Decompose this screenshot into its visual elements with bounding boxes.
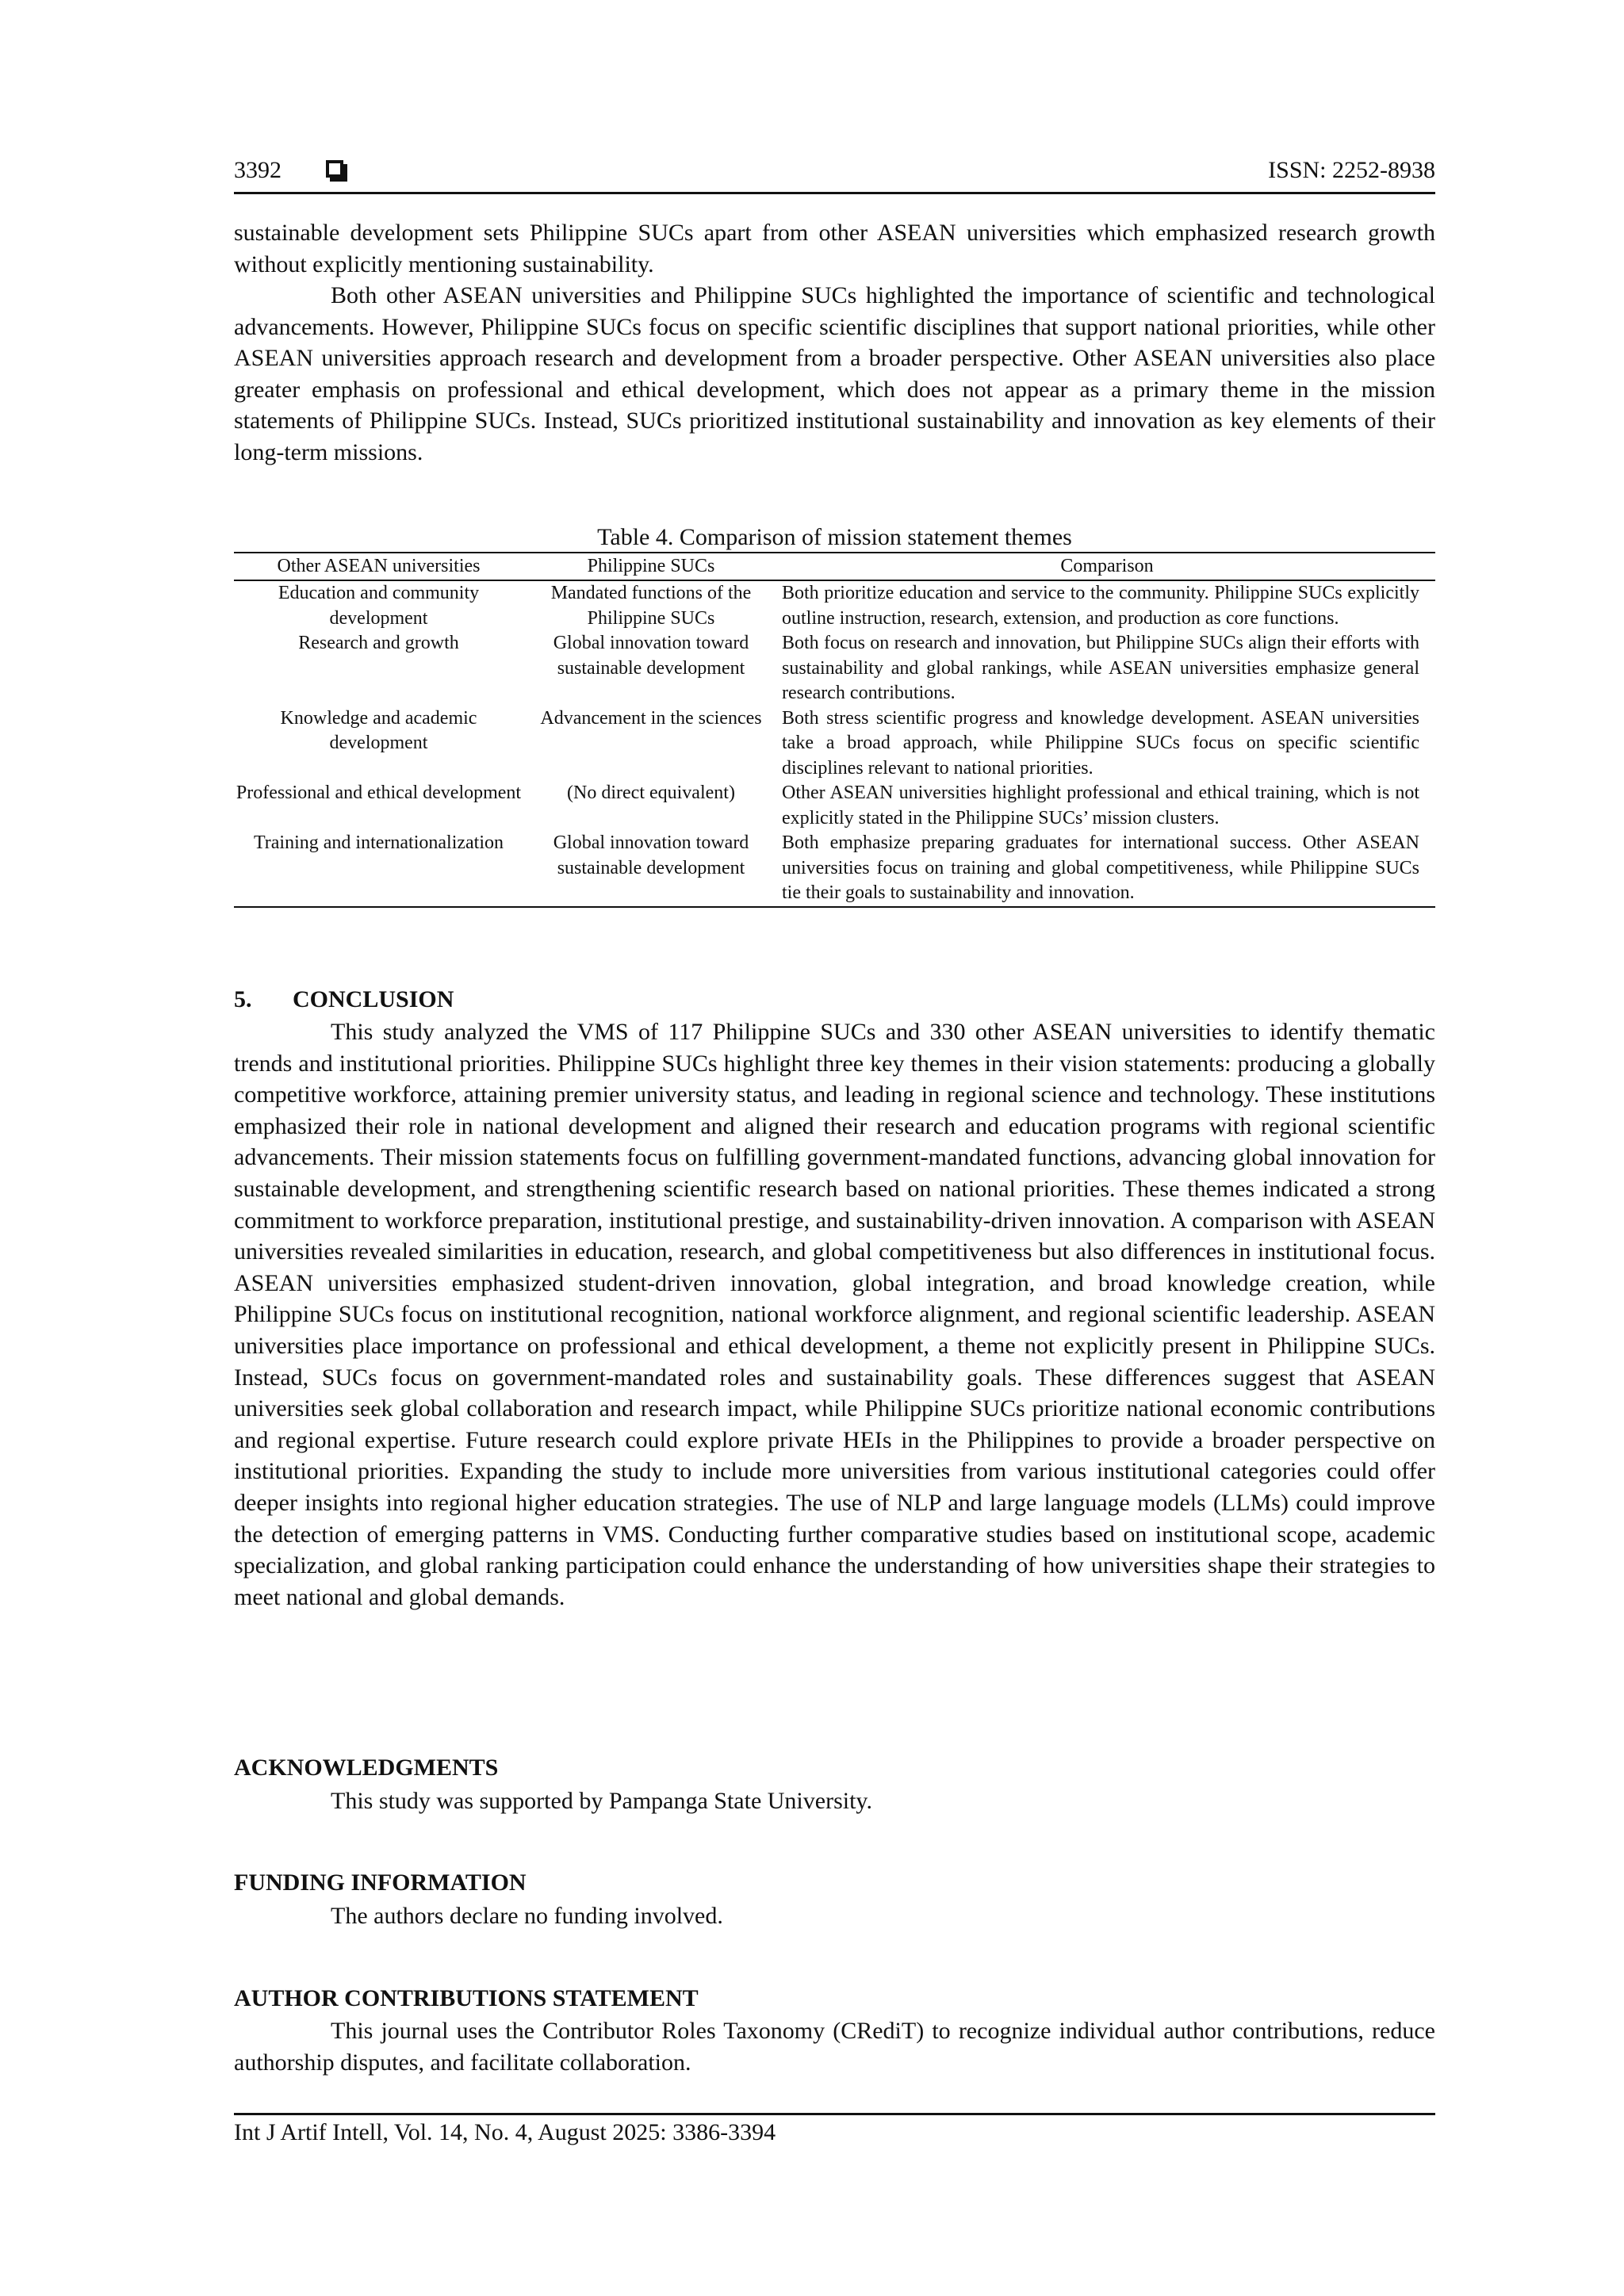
section-number: 5. [234, 986, 252, 1012]
asean-theme-cell: Training and internationalization [234, 831, 523, 907]
section-heading-author-contributions: AUTHOR CONTRIBUTIONS STATEMENT [234, 1985, 699, 2011]
column-header: Comparison [779, 553, 1435, 580]
comparison-cell: Both emphasize preparing graduates for international success. Other ASEAN universities focus on training and global competitiveness, while Philippine SUCs tie their goals to sustainability and innovation. [779, 831, 1435, 907]
table-row [234, 831, 1435, 907]
asean-theme-cell: Research and growth [298, 633, 459, 653]
comparison-cell: Both focus on research and innovation, but Philippine SUCs align their efforts with sustainability and global rankings, while ASEAN universities emphasize general research contributions. [782, 633, 1419, 703]
comparison-table [234, 552, 1435, 908]
journal-box-icon [326, 160, 343, 178]
comparison-cell: Other ASEAN universities highlight professional and ethical training, which is not explicitly stated in the Philippine SUCs’ mission clusters. [782, 783, 1419, 828]
suc-theme-cell: Mandated functions of the Philippine SUCs [550, 583, 752, 629]
section-heading-funding: FUNDING INFORMATION [234, 1869, 527, 1896]
asean-theme-cell: Professional and ethical development [236, 783, 522, 803]
suc-theme-cell: Global innovation toward sustainable development [553, 633, 749, 679]
asean-theme-cell: Education and community development [278, 583, 480, 629]
page-number: 3392 [234, 157, 282, 183]
section-heading-acknowledgments: ACKNOWLEDGMENTS [234, 1755, 499, 1781]
issn: ISSN: 2252-8938 [1268, 157, 1435, 183]
conclusion-paragraph: This study analyzed the VMS of 117 Philippine SUCs and 330 other ASEAN universities to identify thematic trends and institutional priorities. Philippine SUCs highlight three key themes in their vision statements: producing a globally competitive workforce, attaining premier university status, and leading in regional science and technology. These institutions emphasized their role in national development and aligned their research and education programs with regional scientific advancements. Their mission statements focus on fulfilling government-mandated functions, advancing global innovation for sustainable development, and strengthening scientific research based on national priorities. These themes indicated a strong commitment to workforce preparation, institutional prestige, and sustainability-driven innovation. A comparison with ASEAN universities revealed similarities in education, research, and global competitiveness but also differences in institutional focus. ASEAN universities emphasized student-driven innovation, global integration, and broad knowledge creation, while Philippine SUCs focus on institutional recognition, national workforce alignment, and regional scientific leadership. ASEAN universities place importance on professional and ethical development, a theme not explicitly present in Philippine SUCs. Instead, SUCs focus on government-mandated roles and sustainability goals. These differences suggest that ASEAN universities seek global collaboration and research impact, while Philippine SUCs prioritize national economic contributions and regional expertise. Future research could explore private HEIs in the Philippines to provide a broader perspective on institutional priorities. Expanding the study to include more universities from various institutional categories could offer deeper insights into regional higher education strategies. The use of NLP and large language models (LLMs) could improve the detection of emerging patterns in VMS. Conducting further comparative studies based on institutional scope, academic specialization, and global ranking participation could enhance the understanding of how universities shape their strategies to meet national and global demands. [234, 1019, 1435, 1610]
section-title: CONCLUSION [293, 986, 454, 1012]
table-row [234, 580, 1435, 631]
table-row [234, 781, 1435, 831]
suc-theme-cell: Global innovation toward sustainable development [523, 831, 779, 907]
table-row [234, 706, 1435, 782]
table-header-row [234, 553, 1435, 580]
suc-theme-cell: (No direct equivalent) [567, 783, 735, 803]
column-header: Philippine SUCs [523, 553, 779, 580]
acknowledgments-text: This study was supported by Pampanga State University. [331, 1788, 872, 1814]
header-rule [234, 192, 1435, 194]
asean-theme-cell: Knowledge and academic development [280, 707, 477, 753]
author-contributions-text: This journal uses the Contributor Roles Taxonomy (CRediT) to recognize individual author contributions, reduce authorship disputes, and facilitate collaboration. [234, 2018, 1435, 2076]
funding-text: The authors declare no funding involved. [331, 1903, 723, 1929]
footer-citation: Int J Artif Intell, Vol. 14, No. 4, August 2025: 3386-3394 [234, 2119, 776, 2145]
comparison-cell: Both stress scientific progress and knowledge development. ASEAN universities take a broad approach, while Philippine SUCs focus on specific scientific disciplines relevant to national priorities. [782, 707, 1419, 779]
paragraph-comparison: Both other ASEAN universities and Philippine SUCs highlighted the importance of scientific and technological advancements. However, Philippine SUCs focus on specific scientific disciplines that support national priorities, while other ASEAN universities approach research and development from a broader perspective. Other ASEAN universities also place greater emphasis on professional and ethical development, which does not appear as a primary theme in the mission statements of Philippine SUCs. Instead, SUCs prioritized institutional sustainability and innovation as key elements of their long-term missions. [234, 282, 1435, 465]
suc-theme-cell: Advancement in the sciences [540, 707, 762, 729]
section-heading-conclusion [234, 985, 454, 1015]
column-header: Other ASEAN universities [234, 553, 523, 580]
page-header [234, 157, 1435, 192]
comparison-cell: Both prioritize education and service to the community. Philippine SUCs explicitly outline instruction, research, extension, and production as core functions. [782, 583, 1419, 629]
table-row [234, 631, 1435, 706]
footer-rule [234, 2113, 1435, 2115]
paragraph-continuation: sustainable development sets Philippine SUCs apart from other ASEAN universities which emphasized research growth without explicitly mentioning sustainability. [234, 220, 1435, 277]
table-caption: Table 4. Comparison of mission statement themes [597, 524, 1072, 550]
